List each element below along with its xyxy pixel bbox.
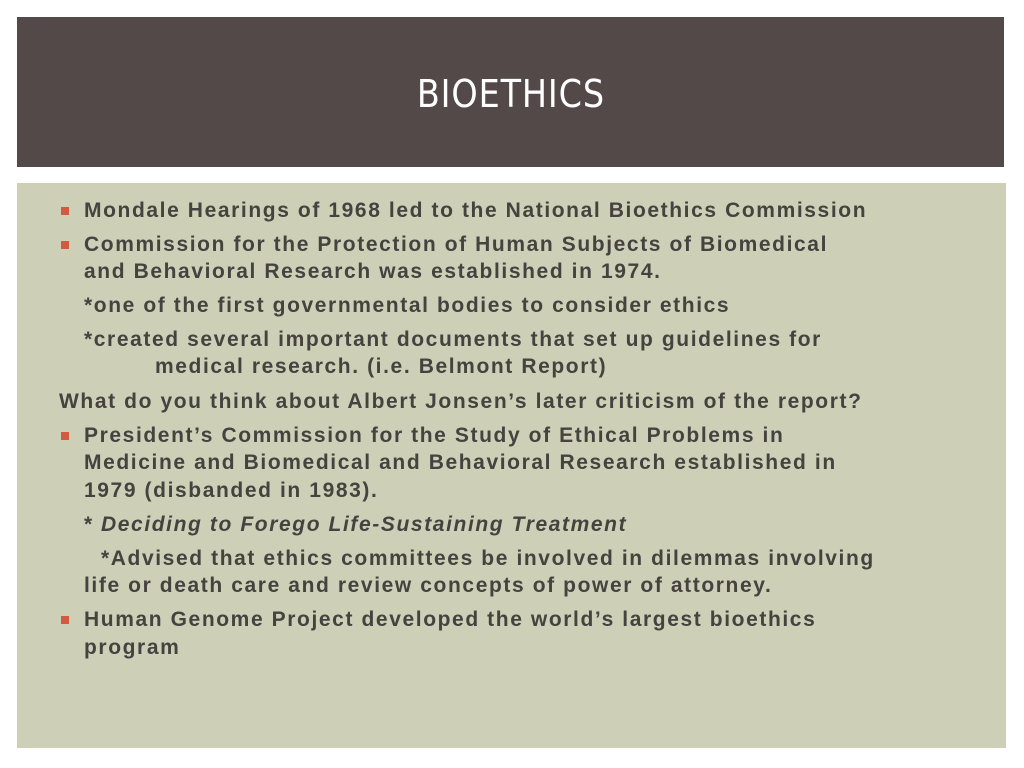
bullet-square-icon xyxy=(61,616,69,624)
bullet-text-commission-protection: Commission for the Protection of Human Subjects of Biomedical xyxy=(84,233,829,256)
bullet-text-human-genome-cont: program xyxy=(84,636,181,659)
bullet-text-mondale-hearings: Mondale Hearings of 1968 led to the National Bioethics Commission xyxy=(84,199,868,222)
bullet-text-human-genome: Human Genome Project developed the world’s largest bioethics xyxy=(84,608,817,631)
bullet-text-presidents-commission: President’s Commission for the Study of Ethical Problems in xyxy=(84,424,785,447)
sub-point-report-title: Deciding to Forego Life-Sustaining Treatment xyxy=(101,513,628,536)
sub-point-documents-cont: medical research. (i.e. Belmont Report) xyxy=(155,355,608,378)
sub-point-asterisk: * xyxy=(84,513,94,536)
title-band xyxy=(17,17,1004,167)
slide-title: BIOETHICS xyxy=(416,72,605,116)
sub-point-ethics-committees: *Advised that ethics committees be involved in dilemmas involving xyxy=(101,547,875,570)
bullet-square-icon xyxy=(61,432,69,440)
sub-point-ethics-committees-cont: life or death care and review concepts of power of attorney. xyxy=(84,574,773,597)
bullet-text-presidents-commission-dates: 1979 (disbanded in 1983). xyxy=(84,479,379,502)
bullet-square-icon xyxy=(61,207,69,215)
content-panel xyxy=(17,183,1006,748)
bullet-text-presidents-commission-cont: Medicine and Biomedical and Behavioral Research established in xyxy=(84,451,837,474)
discussion-question: What do you think about Albert Jonsen’s later criticism of the report? xyxy=(59,390,863,413)
bullet-square-icon xyxy=(61,241,69,249)
bullet-text-commission-protection-cont: and Behavioral Research was established in 1974. xyxy=(84,260,662,283)
sub-point-governmental-bodies: *one of the first governmental bodies to consider ethics xyxy=(84,294,731,317)
sub-point-documents: *created several important documents that set up guidelines for xyxy=(84,328,822,351)
